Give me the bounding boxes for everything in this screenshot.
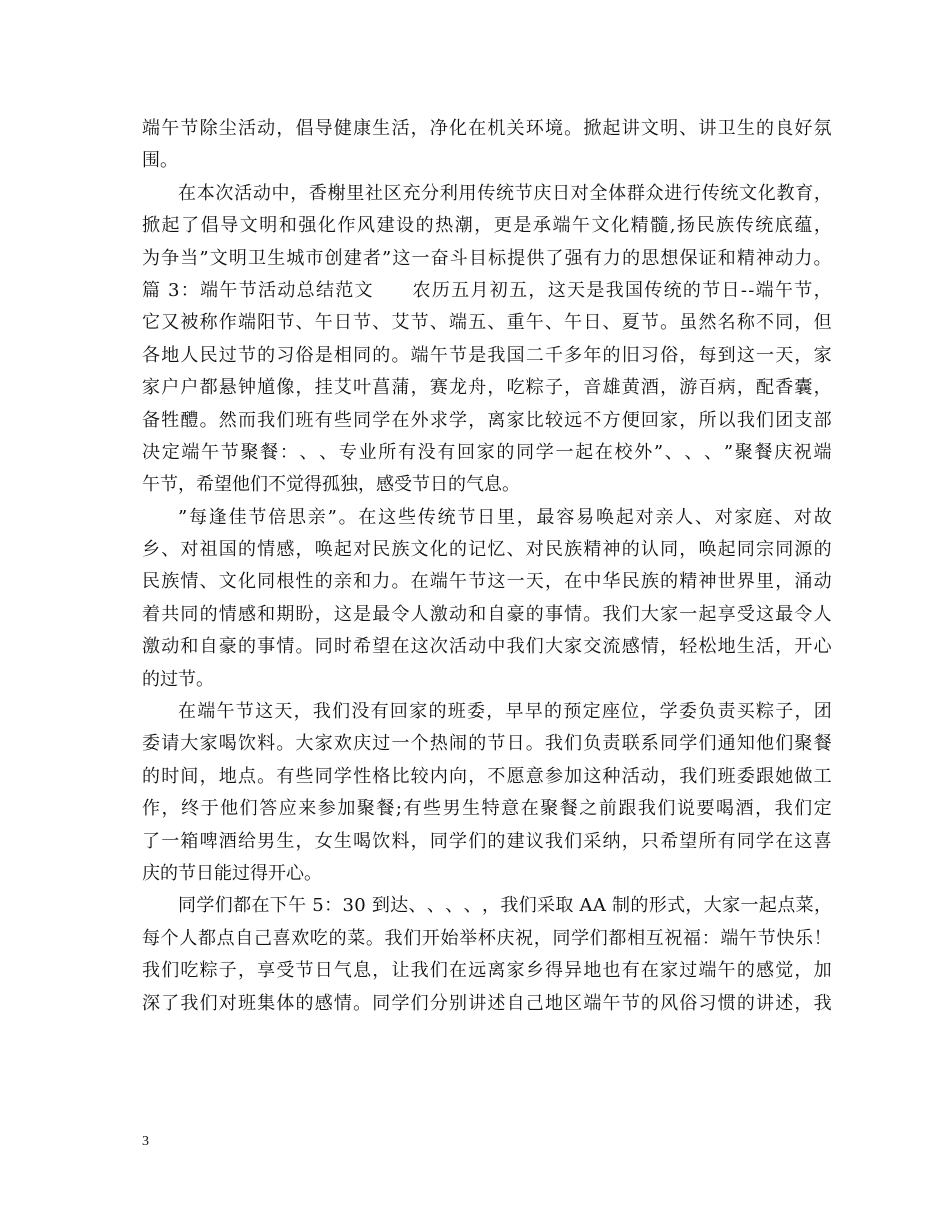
text-line: 午节，希望他们不觉得孤独，感受节日的气息。 — [142, 474, 520, 496]
text-line: 它 又 被 称 作 端 阳 节 、 午 日 节 、 艾 节 、 端 五 、 重 午 、 午 日 、 夏 节 。 虽 然 名 称 不 同 ， 但 — [142, 312, 832, 334]
text-line: 深 了 我 们 对 班 集 体 的 感 情 。 同 学 们 分 别 讲 述 自 己 地 区 端 午 节 的 风 俗 习 惯 的 讲 述 ， 我 — [142, 992, 832, 1014]
text-line: 备 牲 醴 。 然 而 我 们 班 有 些 同 学 在 外 求 学 ， 离 家 比 较 远 不 方 便 回 家 ， 所 以 我 们 团 支 部 — [142, 409, 832, 431]
text-line: 我 们 吃 粽 子 ， 享 受 节 日 气 息 ， 让 我 们 在 远 离 家 乡 得 异 地 也 有 在 家 过 端 午 的 感 觉 ， 加 — [142, 960, 832, 982]
text-line: 激 动 和 自 豪 的 事 情 。 同 时 希 望 在 这 次 活 动 中 我 们 大 家 交 流 感 情 ， 轻 松 地 生 活 ， 开 心 — [142, 636, 832, 658]
text-line: 掀 起 了 倡 导 文 明 和 强 化 作 风 建 设 的 热 潮 ， 更 是 承 端 午 文 化 精 髓 , 扬 民 族 传 统 底 蕴 ， — [142, 215, 832, 237]
page-number: 3 — [142, 1134, 149, 1149]
text-line: 乡 、 对 祖 国 的 情 感 ， 唤 起 对 民 族 文 化 的 记 忆 、 对 民 族 精 神 的 认 同 ， 唤 起 同 宗 同 源 的 — [142, 539, 832, 561]
text-line: 委 请 大 家 喝 饮 料 。 大 家 欢 庆 过 一 个 热 闹 的 节 日 。 我 们 负 责 联 系 同 学 们 通 知 他 们 聚 餐 — [142, 733, 832, 755]
text-line: 的过节。 — [142, 668, 214, 690]
text-line: 各 地 人 民 过 节 的 习 俗 是 相 同 的 。 端 午 节 是 我 国 二 千 多 年 的 旧 习 俗 ， 每 到 这 一 天 ， 家 — [142, 344, 832, 366]
text-line: 同 学 们 都 在 下 午 5 ： 3 0 到 达 、 、 、 、 ， 我 们 采 取 A A 制 的 形 式 ， 大 家 一 起 点 菜 ， — [178, 895, 832, 917]
text-line: 在 端 午 节 这 天 ， 我 们 没 有 回 家 的 班 委 ， 早 早 的 预 定 座 位 ， 学 委 负 责 买 粽 子 ， 团 — [178, 701, 832, 723]
text-line: 围。 — [142, 150, 178, 172]
text-line: 家 户 户 都 悬 钟 馗 像 ， 挂 艾 叶 菖 蒲 ， 赛 龙 舟 ， 吃 粽 子 ， 音 雄 黄 酒 ， 游 百 病 ， 配 香 囊 ， — [142, 377, 832, 399]
text-line: 庆的节日能过得开心。 — [142, 862, 322, 884]
text-line: 着 共 同 的 情 感 和 期 盼 ， 这 是 最 令 人 激 动 和 自 豪 的 事 情 。 我 们 大 家 一 起 享 受 这 最 令 人 — [142, 603, 832, 625]
text-line: 为 争 当 ” 文 明 卫 生 城 市 创 建 者 ” 这 一 奋 斗 目 标 提 供 了 强 有 力 的 思 想 保 证 和 精 神 动 力 。 — [142, 247, 832, 269]
text-line: 了 一 箱 啤 酒 给 男 生 ， 女 生 喝 饮 料 ， 同 学 们 的 建 议 我 们 采 纳 ， 只 希 望 所 有 同 学 在 这 喜 — [142, 830, 832, 852]
text-line: 作 ， 终 于 他 们 答 应 来 参 加 聚 餐 ; 有 些 男 生 特 意 在 聚 餐 之 前 跟 我 们 说 要 喝 酒 ， 我 们 定 — [142, 798, 832, 820]
text-line: 的 时 间 ， 地 点 。 有 些 同 学 性 格 比 较 内 向 ， 不 愿 意 参 加 这 种 活 动 ， 我 们 班 委 跟 她 做 工 — [142, 765, 832, 787]
text-line: 篇 3 ： 端 午 节 活 动 总 结 范 文 农 历 五 月 初 五 ， 这 天 是 我 国 传 统 的 节 日 - - 端 午 节 ， — [142, 279, 832, 301]
text-line: 端 午 节 除 尘 活 动 ， 倡 导 健 康 生 活 ， 净 化 在 机 关 环 境 。 掀 起 讲 文 明 、 讲 卫 生 的 良 好 氛 — [142, 118, 832, 139]
text-line: 民 族 情 、 文 化 同 根 性 的 亲 和 力 。 在 端 午 节 这 一 天 ， 在 中 华 民 族 的 精 神 世 界 里 ， 涌 动 — [142, 571, 832, 593]
text-line: 决 定 端 午 节 聚 餐 ： 、 、 专 业 所 有 没 有 回 家 的 同 学 一 起 在 校 外 ” 、 、 、 ” 聚 餐 庆 祝 端 — [142, 441, 832, 463]
text-line: 每 个 人 都 点 自 己 喜 欢 吃 的 菜 。 我 们 开 始 举 杯 庆 祝 ， 同 学 们 都 相 互 祝 福 ： 端 午 节 快 乐 ！ — [142, 927, 832, 949]
text-line: 在 本 次 活 动 中 ， 香 榭 里 社 区 充 分 利 用 传 统 节 庆 日 对 全 体 群 众 进 行 传 统 文 化 教 育 ， — [178, 182, 832, 204]
text-line: ” 每 逢 佳 节 倍 思 亲 ” 。 在 这 些 传 统 节 日 里 ， 最 容 易 唤 起 对 亲 人 、 对 家 庭 、 对 故 — [178, 506, 832, 528]
body-text — [142, 113, 832, 1020]
